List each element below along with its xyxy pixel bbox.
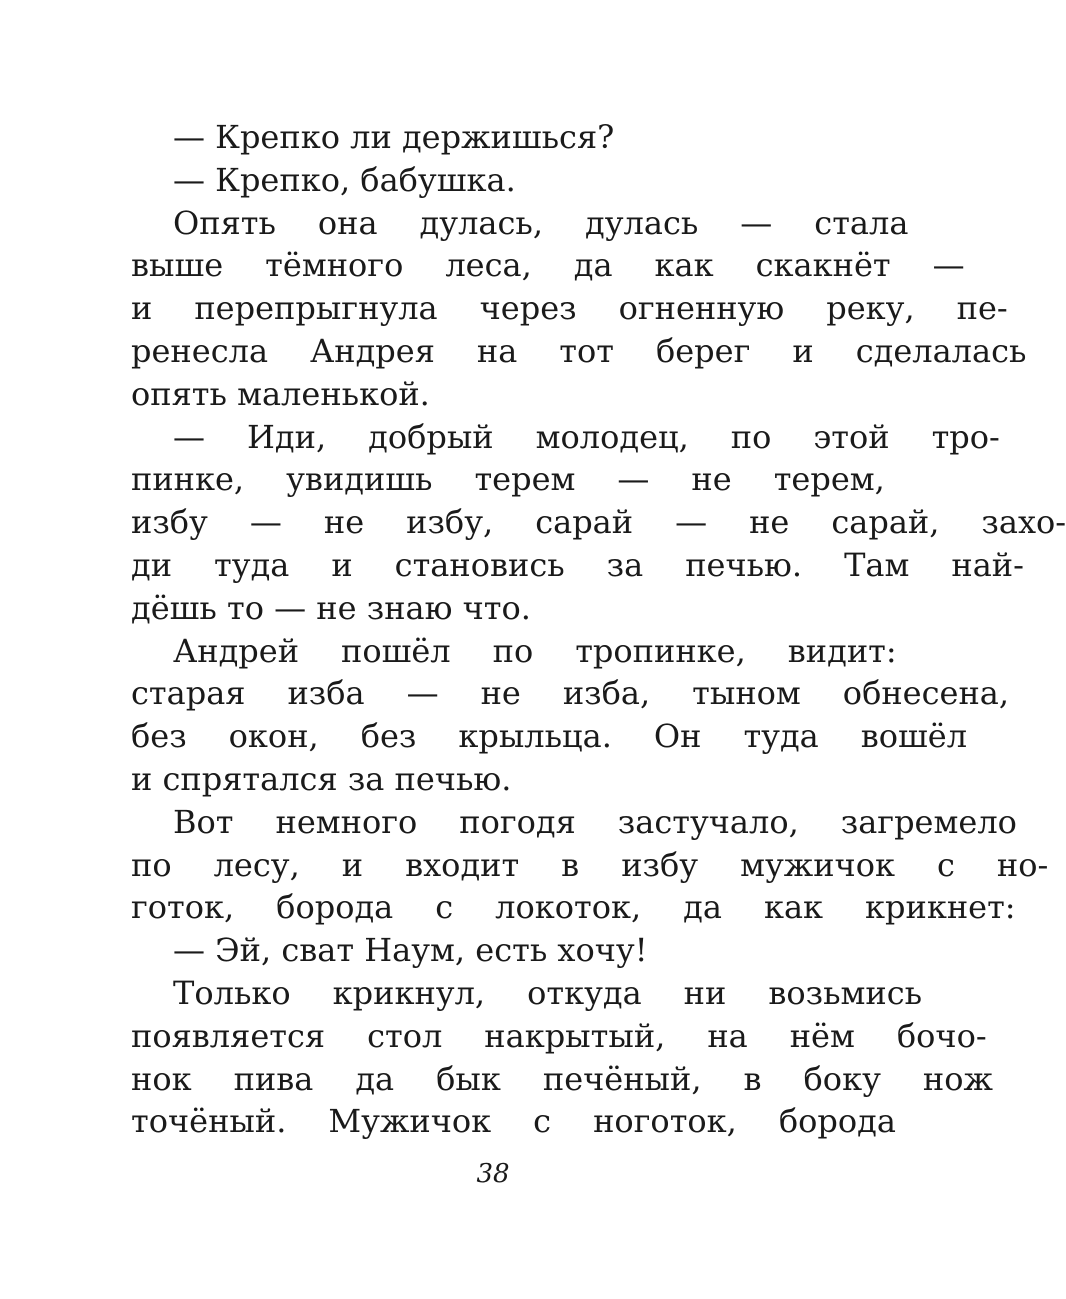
word: возьмись [768, 973, 923, 1012]
word: с [533, 1102, 552, 1141]
word: Он [653, 717, 702, 756]
word: молодец, [535, 417, 689, 456]
word: пошёл [341, 631, 451, 670]
word: изба, [562, 674, 651, 713]
word: огненную [618, 289, 785, 328]
word: без [360, 717, 417, 756]
word: избу [131, 503, 208, 542]
word: в [743, 1059, 762, 1098]
word: боку [803, 1059, 881, 1098]
word: и [341, 845, 364, 884]
word: ди [131, 545, 173, 584]
word: обнесена, [842, 674, 1010, 713]
word: терем, [773, 460, 885, 499]
word: ноготок, [593, 1102, 737, 1141]
word: стала [814, 203, 909, 242]
word: печёный, [542, 1059, 702, 1098]
word: становись [394, 545, 565, 584]
text-line [89, 244, 965, 287]
paragraph-6 [131, 801, 1049, 929]
word: в [561, 845, 580, 884]
word: через [479, 289, 577, 328]
word: нём [789, 1016, 855, 1055]
text-line: — Крепко ли держишься? [173, 118, 615, 156]
word: борода [276, 888, 394, 927]
word: пива [233, 1059, 314, 1098]
word: — [932, 246, 965, 285]
word: терем [474, 460, 576, 499]
word: погодя [459, 802, 576, 841]
word: тыном [692, 674, 801, 713]
text-line: и спрятался за печью. [131, 759, 512, 798]
word: Опять [173, 203, 276, 242]
word: избу, [406, 503, 494, 542]
word: борода [778, 1102, 896, 1141]
text-line [89, 1100, 896, 1143]
word: этой [813, 417, 890, 456]
text-line [89, 330, 1027, 373]
word: ренесла [131, 331, 269, 370]
text-line: дёшь то — не знаю что. [131, 588, 531, 627]
word: да [573, 246, 613, 285]
word: дулась, [419, 203, 543, 242]
text-line [131, 202, 909, 245]
paragraph-1 [131, 116, 891, 159]
word: по [131, 845, 172, 884]
word: добрый [368, 417, 494, 456]
word: откуда [527, 973, 642, 1012]
word: не [480, 674, 521, 713]
word: выше [131, 246, 224, 285]
word: берег [655, 331, 751, 370]
word: точёный. [131, 1102, 287, 1141]
word: — [675, 503, 708, 542]
word: крыльца. [458, 717, 612, 756]
word: — [617, 460, 650, 499]
word: скакнёт [755, 246, 891, 285]
word: не [749, 503, 790, 542]
text-line [89, 886, 1016, 929]
word: как [654, 246, 714, 285]
word: ни [683, 973, 727, 1012]
word: да [683, 888, 722, 927]
word: она [317, 203, 378, 242]
word: тро- [931, 417, 1000, 456]
text-line [89, 1058, 993, 1101]
word: най- [951, 545, 1024, 584]
paragraph-7 [131, 929, 891, 972]
word: — [173, 417, 205, 456]
paragraph-3 [131, 202, 1027, 416]
word: леса, [445, 246, 532, 285]
text-line [89, 458, 885, 501]
word: крикнул, [332, 973, 486, 1012]
word: бочо- [896, 1016, 987, 1055]
paragraph-5 [131, 630, 1010, 801]
paragraph-8 [131, 972, 993, 1143]
word: накрытый, [484, 1016, 666, 1055]
word: и [792, 331, 814, 370]
word: дулась [585, 203, 699, 242]
word: без [131, 717, 187, 756]
word: реку, [826, 289, 915, 328]
word: — [740, 203, 773, 242]
word: — [249, 503, 282, 542]
word: окон, [228, 717, 319, 756]
word: лесу, [213, 845, 300, 884]
text-line [89, 672, 1010, 715]
text-line [89, 287, 1008, 330]
word: изба [287, 674, 365, 713]
text-line [131, 801, 1017, 844]
word: нок [131, 1059, 192, 1098]
word: тот [559, 331, 614, 370]
word: готок, [131, 888, 235, 927]
text-line: — Эй, сват Наум, есть хочу! [173, 931, 648, 970]
word: пинке, [131, 460, 245, 499]
word: по [492, 631, 534, 670]
text-line [89, 544, 1024, 587]
word: видит: [787, 631, 897, 670]
word: появляется [131, 1016, 326, 1055]
word: тёмного [265, 246, 404, 285]
word: по [730, 417, 772, 456]
word: не [691, 460, 732, 499]
word: избу [621, 845, 699, 884]
word: загремело [840, 802, 1017, 841]
text-line [89, 715, 968, 758]
text-line: — Крепко, бабушка. [173, 160, 516, 199]
word: сарай, [831, 503, 940, 542]
word: и [331, 545, 353, 584]
text-line [89, 1015, 987, 1058]
text-line [89, 501, 1066, 544]
word: нож [922, 1059, 993, 1098]
word: захо- [981, 503, 1066, 542]
word: застучало, [617, 802, 799, 841]
word: туда [743, 717, 819, 756]
word: Иди, [247, 417, 327, 456]
word: перепрыгнула [194, 289, 438, 328]
page-number: 38 [476, 1159, 510, 1189]
word: старая [131, 674, 246, 713]
word: да [355, 1059, 395, 1098]
word: немного [275, 802, 418, 841]
text-line [131, 972, 923, 1015]
word: с [435, 888, 454, 927]
word: тропинке, [575, 631, 746, 670]
word: печью. [685, 545, 803, 584]
word: Мужичок [328, 1102, 492, 1141]
word: вошёл [860, 717, 968, 756]
word: стол [367, 1016, 443, 1055]
word: с [936, 845, 955, 884]
text-line [131, 416, 1000, 459]
word: на [707, 1016, 748, 1055]
word: пе- [956, 289, 1008, 328]
word: Андрей [173, 631, 300, 670]
word: Андрея [310, 331, 435, 370]
word: не [323, 503, 365, 542]
word: Там [844, 545, 910, 584]
word: увидишь [286, 460, 433, 499]
word: на [476, 331, 518, 370]
word: бык [436, 1059, 501, 1098]
word: Вот [173, 802, 234, 841]
text-line: опять маленькой. [131, 374, 430, 413]
word: как [763, 888, 824, 927]
word: крикнет: [865, 888, 1016, 927]
word: туда [214, 545, 290, 584]
word: сарай [535, 503, 634, 542]
word: мужичок [740, 845, 895, 884]
word: и [131, 289, 153, 328]
word: сделалась [855, 331, 1027, 370]
word: но- [996, 845, 1049, 884]
word: Только [173, 973, 291, 1012]
page-text [131, 116, 1066, 1143]
text-line [131, 630, 897, 673]
paragraph-2 [131, 159, 891, 202]
text-line [89, 844, 1049, 887]
word: локоток, [495, 888, 642, 927]
word: входит [405, 845, 520, 884]
word: за [606, 545, 644, 584]
paragraph-4 [131, 416, 1066, 630]
word: — [406, 674, 439, 713]
